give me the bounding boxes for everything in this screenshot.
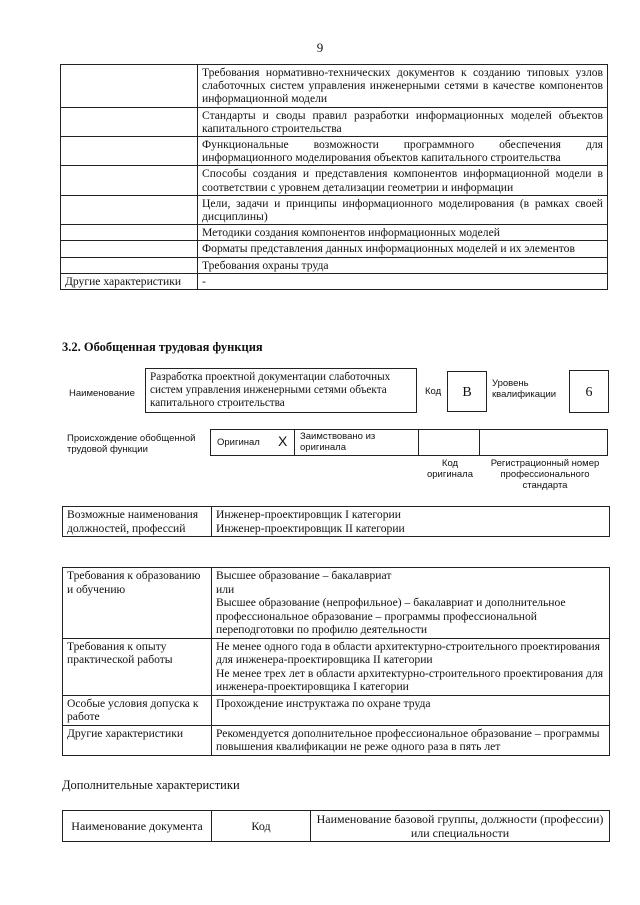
- page-number: 9: [316, 40, 324, 55]
- table-cell-left: [61, 137, 198, 166]
- requirement-line: Не менее одного года в области архитектурно-строительного проектирования для инженера-проектировщика II категории: [216, 639, 600, 666]
- name-label: Наименование: [69, 388, 135, 399]
- requirements-table: [62, 567, 610, 756]
- table-row: [61, 137, 608, 166]
- table-cell-left: [61, 225, 198, 241]
- table-row: [61, 107, 608, 136]
- table-row: [63, 725, 610, 755]
- table-header-row: [63, 811, 610, 842]
- requirement-line: или: [216, 582, 235, 596]
- header-document-name: Наименование документа: [63, 811, 212, 842]
- origin-row: [210, 429, 608, 456]
- table-cell-left: [61, 107, 198, 136]
- table-row: [61, 65, 608, 108]
- position-item: Инженер-проектировщик II категории: [216, 521, 405, 535]
- table-cell-left: [61, 195, 198, 224]
- original-mark: X: [278, 433, 288, 449]
- requirement-line: Рекомендуется дополнительное профессиональное образование – программы повышения квалификации не реже одного раза в пять лет: [216, 726, 600, 753]
- table-cell-right: Форматы представления данных информационных моделей и их элементов: [198, 241, 608, 257]
- positions-table: [62, 506, 610, 537]
- requirement-value: [212, 638, 610, 695]
- additional-characteristics-table: [62, 810, 610, 842]
- section-title: 3.2. Обобщенная трудовая функция: [62, 340, 263, 354]
- requirement-label: Требования к образованию и обучению: [63, 568, 212, 639]
- table-row: [61, 273, 608, 289]
- table-cell-right: Функциональные возможности программного обеспечения для информационного моделирования объектов капитального строительства: [198, 137, 608, 166]
- knowledge-table: [60, 64, 608, 290]
- table-cell-left: [61, 166, 198, 195]
- table-row: [61, 257, 608, 273]
- registration-number-cell: [479, 429, 608, 456]
- positions-values: [212, 507, 610, 537]
- requirement-line: Высшее образование – бакалавриат: [216, 569, 392, 582]
- header-code: Код: [212, 811, 311, 842]
- header-base-group: Наименование базовой группы, должности (профессии) или специальности: [311, 811, 610, 842]
- origin-label: Происхождение обобщенной трудовой функции: [67, 433, 196, 455]
- qualification-level-value: 6: [569, 370, 609, 413]
- table-row: [61, 195, 608, 224]
- table-row: [63, 507, 610, 537]
- table-cell-right: -: [198, 273, 608, 289]
- requirement-line: Прохождение инструктажа по охране труда: [216, 696, 431, 710]
- table-row: [63, 638, 610, 695]
- table-row: [61, 241, 608, 257]
- requirement-line: Не менее трех лет в области архитектурно-строительного проектирования для инженера-проектировщика I категории: [216, 666, 604, 693]
- requirement-value: [212, 568, 610, 639]
- requirement-value: [212, 695, 610, 725]
- requirement-label: Особые условия допуска к работе: [63, 695, 212, 725]
- table-cell-left: [61, 65, 198, 108]
- positions-label: Возможные наименования должностей, профессий: [63, 507, 212, 537]
- qualification-level-label: Уровень квалификации: [492, 378, 557, 400]
- requirement-label: Другие характеристики: [63, 725, 212, 755]
- table-cell-right: Методики создания компонентов информационных моделей: [198, 225, 608, 241]
- function-name-value: Разработка проектной документации слаботочных систем управления инженерными сетями объекта капитального строительства: [145, 368, 417, 413]
- code-original-label: Код оригинала: [426, 458, 473, 480]
- table-row: [61, 225, 608, 241]
- table-cell-left: [61, 257, 198, 273]
- requirement-label: Требования к опыту практической работы: [63, 638, 212, 695]
- table-row: [63, 695, 610, 725]
- table-cell-left: Другие характеристики: [61, 273, 198, 289]
- table-cell-right: Цели, задачи и принципы информационного моделирования (в рамках своей дисциплины): [198, 195, 608, 224]
- table-row: [63, 568, 610, 639]
- registration-number-label: Регистрационный номер профессионального стандарта: [490, 458, 600, 491]
- table-cell-right: Способы создания и представления компонентов информационной модели в соответствии с уровнем детализации геометрии и информации: [198, 166, 608, 195]
- additional-characteristics-title: Дополнительные характеристики: [62, 778, 240, 792]
- table-cell-left: [61, 241, 198, 257]
- table-cell-right: Стандарты и своды правил разработки информационных моделей объектов капитального строительства: [198, 107, 608, 136]
- table-cell-right: Требования нормативно-технических документов к созданию типовых узлов слаботочных систем управления инженерными сетями в качестве компонентов информационной модели: [198, 65, 608, 108]
- table-row: [61, 166, 608, 195]
- original-label: Оригинал: [217, 437, 260, 448]
- code-original-cell: [418, 429, 480, 456]
- code-value: B: [447, 371, 487, 412]
- requirement-value: [212, 725, 610, 755]
- code-label: Код: [425, 386, 442, 397]
- borrowed-cell: [294, 429, 419, 456]
- table-cell-right: Требования охраны труда: [198, 257, 608, 273]
- borrowed-label: Заимствовано из оригинала: [300, 431, 376, 453]
- position-item: Инженер-проектировщик I категории: [216, 508, 401, 521]
- requirement-line: Высшее образование (непрофильное) – бакалавриат и дополнительное профессиональное образование – программы профессиональной переподготовки по профилю деятельности: [216, 596, 566, 636]
